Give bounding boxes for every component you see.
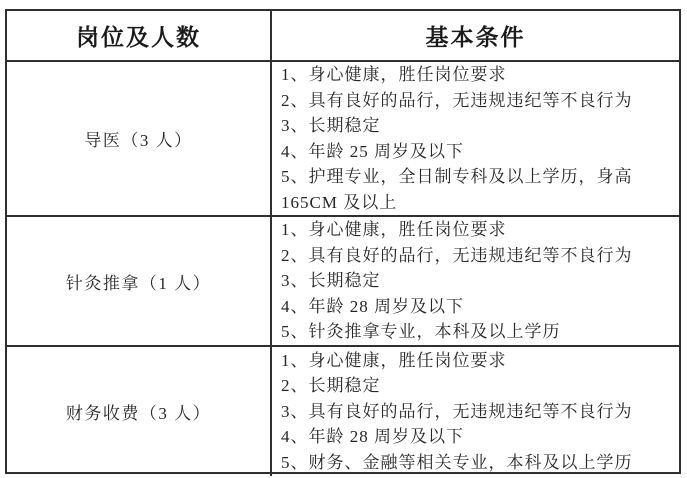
condition-line: 5、护理专业，全日制专科及以上学历，身高: [281, 167, 633, 186]
conditions-cell-row2: [270, 215, 679, 345]
condition-line: 5、财务、金融等相关专业，本科及以上学历: [281, 452, 633, 472]
condition-line: 3、具有良好的品行，无违规违纪等不良行为: [281, 401, 633, 421]
condition-line: 4、年龄 28 周岁及以下: [281, 427, 464, 447]
job-requirements-table: [5, 9, 681, 474]
header-conditions-column: 基本条件: [270, 11, 679, 60]
position-cell-row3: 财务收费（3 人）: [7, 345, 270, 476]
header-position-column: 岗位及人数: [76, 25, 201, 50]
condition-line: 3、长期稳定: [281, 271, 381, 291]
condition-line: 4、年龄 25 周岁及以下: [281, 141, 464, 161]
condition-line: 5、针灸推拿专业，本科及以上学历: [281, 322, 561, 342]
condition-line: 2、具有良好的品行，无违规违纪等不良行为: [281, 245, 633, 265]
position-cell-row1: 导医（3 人）: [7, 60, 270, 215]
condition-line: 2、具有良好的品行，无违规违纪等不良行为: [281, 90, 633, 110]
condition-line: 2、长期稳定: [281, 376, 381, 396]
condition-line: 1、身心健康，胜任岗位要求: [281, 220, 507, 240]
condition-line: 1、身心健康，胜任岗位要求: [281, 65, 507, 84]
condition-line: 165CM 及以上: [281, 192, 398, 212]
condition-line: 3、长期稳定: [281, 116, 381, 135]
conditions-cell-row1: [270, 60, 679, 215]
condition-line: 4、年龄 28 周岁及以下: [281, 296, 464, 316]
condition-line: 1、身心健康，胜任岗位要求: [281, 350, 507, 370]
conditions-cell-row3: [270, 345, 679, 476]
position-cell-row2: 针灸推拿（1 人）: [7, 215, 270, 345]
